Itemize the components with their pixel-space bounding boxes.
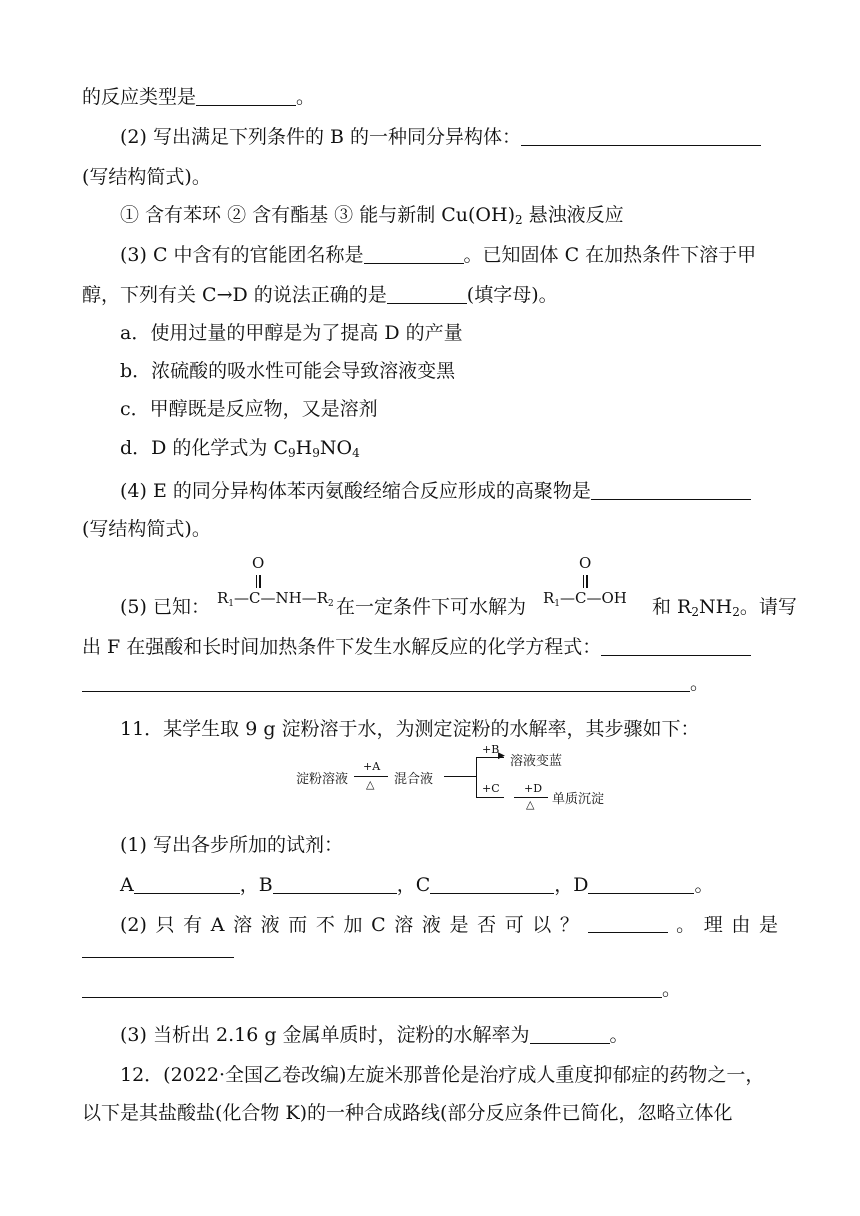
text-line [82,936,778,962]
text-line: 。 [82,670,778,696]
branch-vertical [476,757,477,797]
reagent-a-blank[interactable] [134,873,240,894]
reagent-c-blank[interactable] [430,873,554,894]
amide-structure: O $R_1—C—NH—R_2$ [217,554,334,609]
answer-blank[interactable] [530,1023,610,1044]
option-a: a．使用过量的甲醇是为了提高 D 的产量 [120,322,463,344]
double-bond [583,575,585,588]
answer-blank[interactable] [601,635,751,656]
reagent-b-blank[interactable] [273,873,397,894]
reaction-scheme: 淀粉溶液 +A △ 混合液 ▶ +B 溶液变蓝 +C +D △ 单质沉淀 [296,743,605,811]
question-11-1: (1) 写出各步所加的试剂： [120,834,343,856]
answer-blank[interactable] [82,937,234,958]
reagent-blanks: A ，B ，C ，D 。 [120,874,714,896]
branch-line [444,776,476,777]
question-11-3: (3) 当析出 2.16 g 金属单质时，淀粉的水解率为 。 [120,1024,629,1046]
question-4: (4) E 的同分异构体苯丙氨酸经缩合反应形成的高聚物是 [120,478,778,504]
option-c: c．甲醇既是反应物，又是溶剂 [120,398,378,420]
arrow-c [476,797,504,798]
text-line: 以下是其盐酸盐(化合物 K)的一种合成路线(部分反应条件已简化，忽略立体化 [82,1102,733,1124]
text-line: (写结构简式)。 [82,166,211,188]
answer-blank[interactable] [82,671,690,692]
answer-blank[interactable] [196,85,296,106]
answer-blank[interactable] [82,977,662,998]
answer-blank[interactable] [521,125,761,146]
question-12: 12．(2022·全国乙卷改编)左旋米那普伦是治疗成人重度抑郁症的药物之一， [120,1064,765,1086]
question-2: (2) 写出满足下列条件的 B 的一种同分异构体： [120,124,778,150]
option-d: d．D 的化学式为 $C_9H_9NO_4$ [120,437,360,460]
question-5: (5) 已知： 在一定条件下可水解为 和 $R_2NH_2$。请写 [120,596,797,619]
reagent-d-blank[interactable] [588,873,694,894]
text-line: 。 [82,976,778,1002]
answer-blank[interactable] [588,912,668,933]
question-11: 11．某学生取 9 g 淀粉溶于水，为测定淀粉的水解率，其步骤如下： [120,718,700,740]
arrow-line [354,776,388,777]
text-line: 的反应类型是 。 [82,86,316,108]
question-3: (3) C 中含有的官能团名称是 。已知固体 C 在加热条件下溶于甲 [120,244,757,266]
text-line: (写结构简式)。 [82,518,211,540]
answer-blank[interactable] [591,479,751,500]
option-b: b．浓硫酸的吸水性可能会导致溶液变黑 [120,360,456,382]
answer-blank[interactable] [364,243,464,264]
double-bond [256,575,258,588]
answer-blank[interactable] [387,283,467,304]
text-line: 出 F 在强酸和长时间加热条件下发生水解反应的化学方程式： [82,634,778,660]
question-11-2: (2) 只 有 A 溶 液 而 不 加 C 溶 液 是 否 可 以 ？ 。 理 由 是 [120,914,778,936]
acid-structure: O $R_1—C—OH$ [543,554,627,609]
conditions-line: ① 含有苯环 ② 含有酯基 ③ 能与新制 $Cu(OH)_2$ 悬浊液反应 [120,204,624,227]
text-line: 醇，下列有关 C→D 的说法正确的是 (填字母)。 [82,284,558,306]
